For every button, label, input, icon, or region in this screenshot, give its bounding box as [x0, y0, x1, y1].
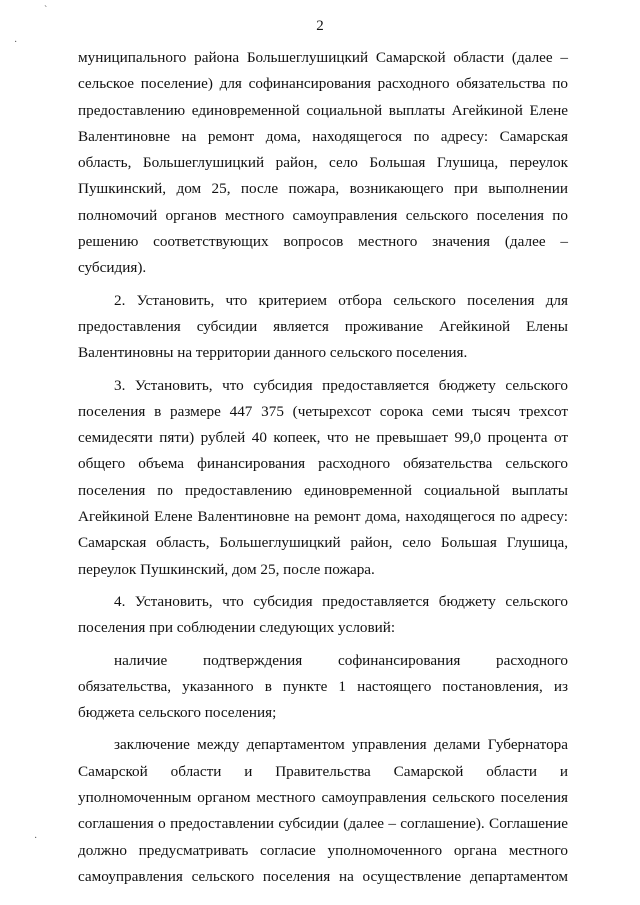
text-line: Самарской области и Правительства Самарской области и	[78, 762, 568, 780]
scan-speck: ˋ	[44, 5, 48, 16]
paragraph	[78, 373, 568, 583]
text-line: должно предусматривать согласие уполномоченного органа местного	[78, 841, 568, 859]
paragraph	[78, 589, 568, 642]
paragraph	[78, 288, 568, 367]
text-line: 3. Установить, что субсидия предоставляется бюджету сельского	[114, 376, 568, 394]
scan-speck: ·	[34, 833, 38, 844]
text-line: самоуправления сельского поселения на осуществление департаментом	[78, 867, 568, 885]
text-line: бюджета сельского поселения;	[78, 704, 277, 722]
paragraph	[78, 45, 568, 282]
text-line: сельское поселение) для софинансирования расходного обязательства по	[78, 75, 568, 93]
text-line: субсидия).	[78, 259, 147, 277]
text-line: поселения при соблюдении следующих условий:	[78, 619, 396, 637]
text-line: поселения в размере 447 375 (четырехсот сорока семи тысяч трехсот	[78, 402, 568, 420]
text-line: наличие подтверждения софинансирования расходного	[114, 651, 568, 669]
text-line: Валентиновне на ремонт дома, находящегося по адресу: Самарская	[78, 127, 568, 145]
paragraph	[78, 648, 568, 727]
page-number: 2	[316, 18, 324, 34]
text-line: уполномоченным органом местного самоуправления сельского поселения	[78, 789, 568, 807]
text-line: 4. Установить, что субсидия предоставляется бюджету сельского	[114, 592, 568, 610]
paragraph	[78, 732, 568, 890]
text-line: муниципального района Большеглушицкий Самарской области (далее –	[78, 49, 568, 66]
text-line: 2. Установить, что критерием отбора сельского поселения для	[114, 291, 568, 309]
document-body	[78, 45, 568, 890]
text-line: переулок Пушкинский, дом 25, после пожара.	[78, 560, 375, 578]
text-line: область, Большеглушицкий район, село Большая Глушица, переулок	[78, 154, 568, 172]
text-line: предоставления субсидии является проживание Агейкиной Елены	[78, 317, 568, 335]
text-line: заключение между департаментом управления делами Губернатора	[114, 736, 568, 754]
text-line: полномочий органов местного самоуправления сельского поселения по	[78, 206, 568, 224]
text-line: семидесяти пяти) рублей 40 копеек, что не превышает 99,0 процента от	[78, 429, 568, 447]
text-line: Валентиновны на территории данного сельского поселения.	[78, 344, 468, 362]
text-line: соглашения о предоставлении субсидии (далее – соглашение). Соглашение	[78, 815, 568, 833]
text-line: общего объема финансирования расходного обязательства сельского	[78, 455, 568, 473]
text-line: поселения по предоставлению единовременной социальной выплаты	[78, 481, 568, 499]
scan-speck: ·	[14, 37, 18, 48]
text-line: обязательства, указанного в пункте 1 настоящего постановления, из	[78, 677, 568, 695]
text-line: решению соответствующих вопросов местного значения (далее –	[78, 233, 568, 251]
text-line: Агейкиной Елене Валентиновне на ремонт дома, находящегося по адресу:	[78, 508, 568, 526]
text-line: Самарская область, Большеглушицкий район, село Большая Глушица,	[78, 534, 568, 552]
text-line: Пушкинский, дом 25, после пожара, возникающего при выполнении	[78, 180, 568, 198]
text-line: предоставлению единовременной социальной выплаты Агейкиной Елене	[78, 101, 568, 119]
